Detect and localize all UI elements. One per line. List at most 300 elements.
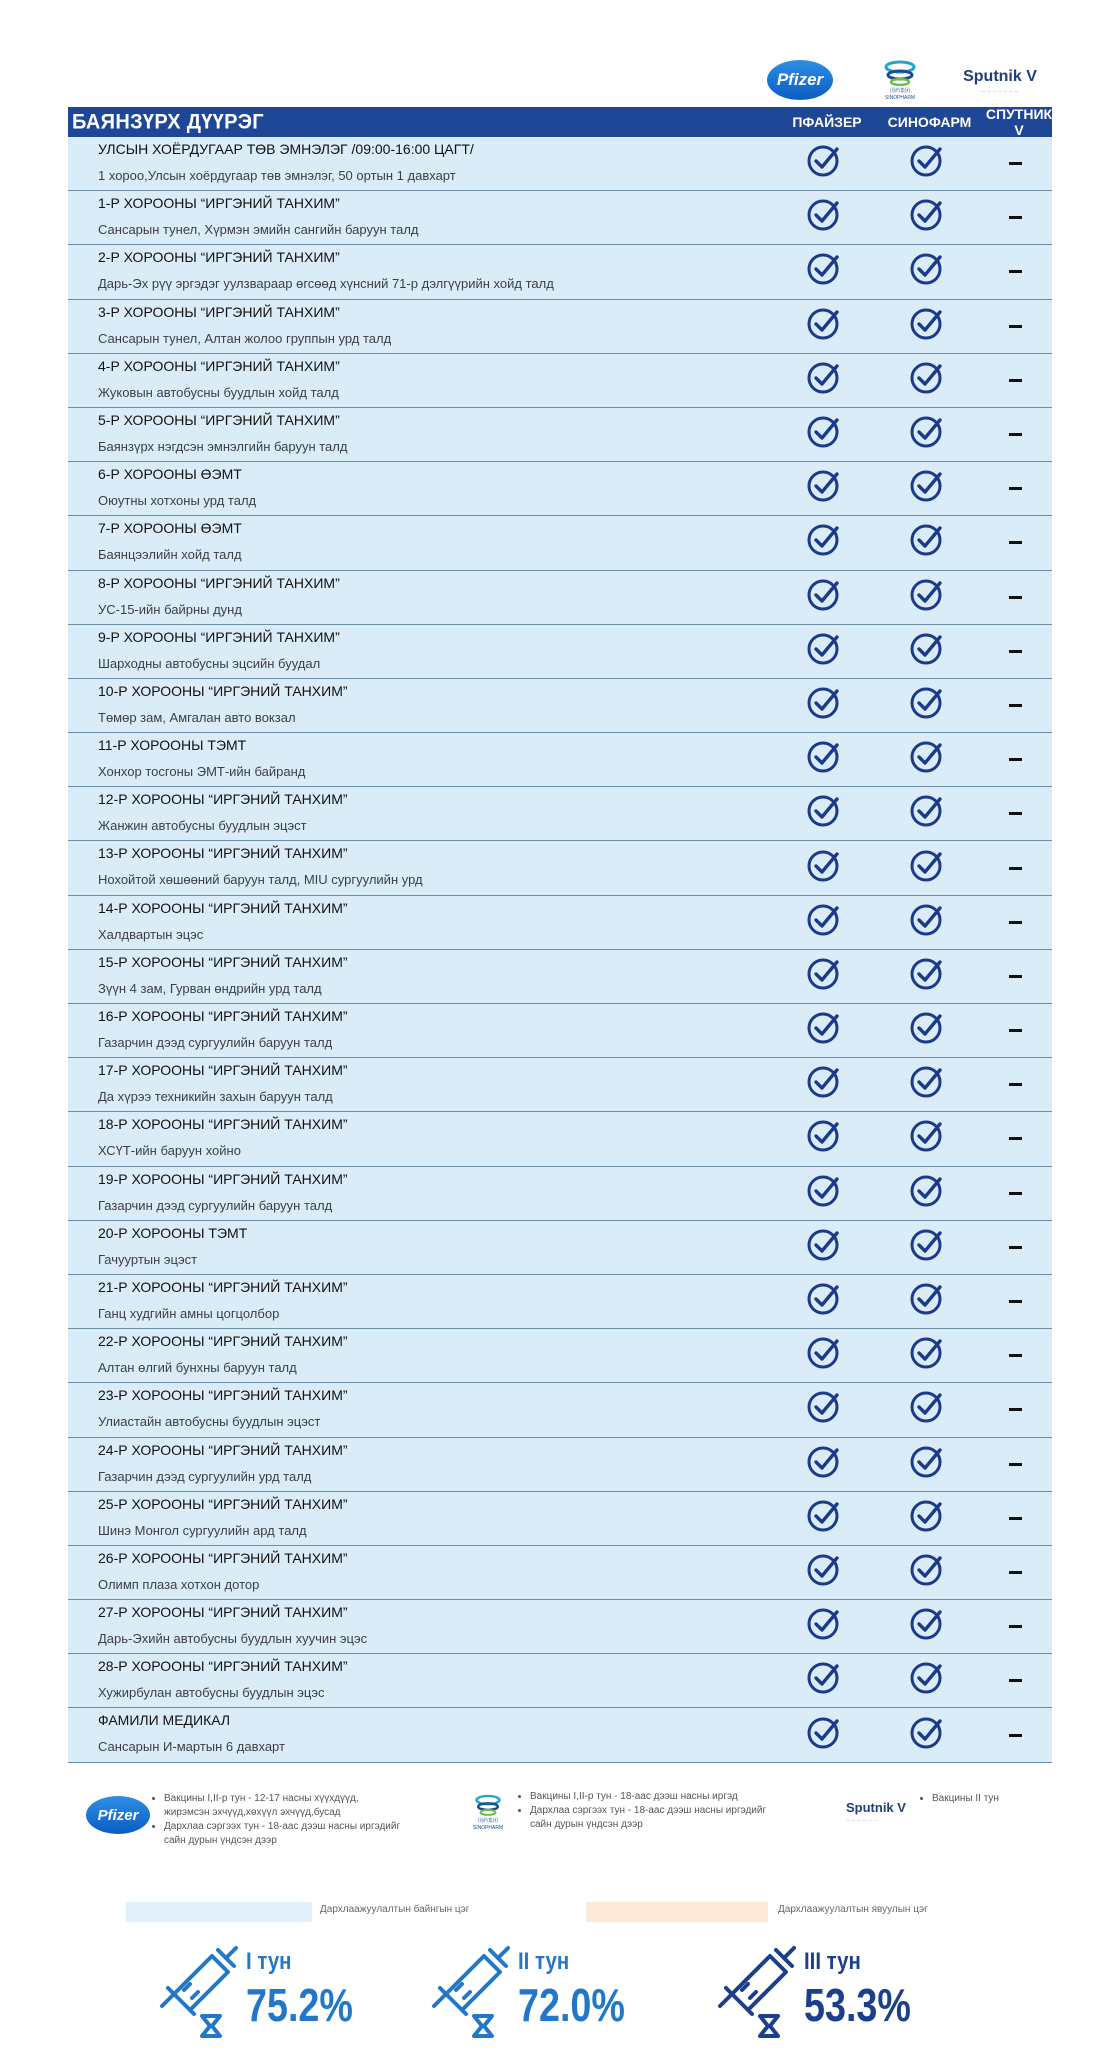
- check-circle-icon: [909, 1390, 943, 1429]
- check-circle-icon: [806, 144, 840, 183]
- site-address: Хужирбулан автобусны буудлын эцэс: [98, 1685, 325, 1701]
- check-circle-icon: [806, 1174, 840, 1213]
- check-circle-icon: [909, 469, 943, 508]
- table-row: [68, 1329, 1052, 1383]
- legend-sputnik-logo-text: Sputnik V: [846, 1800, 906, 1815]
- site-name: 28-Р ХОРООНЫ “ИРГЭНИЙ ТАНХИМ”: [98, 1658, 348, 1675]
- dash-icon: [1009, 1679, 1022, 1682]
- column-pfizer: ПФАЙЗЕР: [792, 114, 862, 130]
- check-circle-icon: [806, 1336, 840, 1375]
- site-info: [68, 462, 773, 515]
- site-info: [68, 354, 773, 407]
- pfizer-available-cell: [773, 354, 873, 407]
- permanent-site-swatch: [126, 1902, 312, 1922]
- site-name: 2-Р ХОРООНЫ “ИРГЭНИЙ ТАНХИМ”: [98, 249, 340, 266]
- legend-pfizer-note: • Вакцины I,II-р тун - 12-17 насны хүүхдүүд, жирэмсэн эхчүүд,хөхүүл эхчүүд,бусад: [164, 1792, 402, 1820]
- sputnik-logo: [958, 54, 1042, 106]
- check-circle-icon: [909, 794, 943, 833]
- site-name: 27-Р ХОРООНЫ “ИРГЭНИЙ ТАНХИМ”: [98, 1604, 348, 1621]
- site-info: [68, 1167, 773, 1220]
- sputnik-unavailable-cell: [978, 191, 1052, 244]
- check-circle-icon: [909, 1716, 943, 1755]
- site-name: 11-Р ХОРООНЫ ТЭМТ: [98, 737, 247, 754]
- table-row: [68, 841, 1052, 895]
- sinopharm-available-cell: [873, 733, 978, 786]
- site-address: Төмөр зам, Амгалан авто вокзал: [98, 709, 296, 725]
- site-address: ХСҮТ-ийн баруун хойно: [98, 1143, 241, 1159]
- pfizer-available-cell: [773, 191, 873, 244]
- sinopharm-available-cell: [873, 1221, 978, 1274]
- check-circle-icon: [806, 632, 840, 671]
- legend-sinopharm-logo-subtext: SINOPHARM: [472, 1825, 504, 1831]
- table-row: [68, 137, 1052, 191]
- site-name: 22-Р ХОРООНЫ “ИРГЭНИЙ ТАНХИМ”: [98, 1333, 348, 1350]
- table-row: [68, 1058, 1052, 1112]
- site-info: [68, 1004, 773, 1057]
- pfizer-available-cell: [773, 1600, 873, 1653]
- site-name: 8-Р ХОРООНЫ “ИРГЭНИЙ ТАНХИМ”: [98, 574, 340, 591]
- vaccine-logos: [0, 54, 1119, 106]
- sinopharm-available-cell: [873, 354, 978, 407]
- sinopharm-available-cell: [873, 1654, 978, 1707]
- site-info: [68, 245, 773, 298]
- site-address: Гачууртын эцэст: [98, 1251, 198, 1267]
- site-info: [68, 1058, 773, 1111]
- site-name: 17-Р ХОРООНЫ “ИРГЭНИЙ ТАНХИМ”: [98, 1062, 348, 1079]
- site-type-legend: [0, 1900, 1119, 1924]
- check-circle-icon: [806, 1716, 840, 1755]
- table-row: [68, 300, 1052, 354]
- pfizer-available-cell: [773, 950, 873, 1003]
- site-address: Жанжин автобусны буудлын эцэст: [98, 818, 307, 834]
- site-name: 20-Р ХОРООНЫ ТЭМТ: [98, 1224, 248, 1241]
- sinopharm-available-cell: [873, 1708, 978, 1761]
- check-circle-icon: [806, 794, 840, 833]
- pfizer-available-cell: [773, 1004, 873, 1057]
- dash-icon: [1009, 1463, 1022, 1466]
- site-name: 5-Р ХОРООНЫ “ИРГЭНИЙ ТАНХИМ”: [98, 411, 340, 428]
- table-row: [68, 1275, 1052, 1329]
- pfizer-available-cell: [773, 1058, 873, 1111]
- sputnik-unavailable-cell: [978, 1329, 1052, 1382]
- check-circle-icon: [806, 1065, 840, 1104]
- table-row: [68, 408, 1052, 462]
- check-circle-icon: [806, 1390, 840, 1429]
- dash-icon: [1009, 1734, 1022, 1737]
- table-row: [68, 571, 1052, 625]
- site-name: 7-Р ХОРООНЫ ӨЭМТ: [98, 520, 242, 537]
- table-row: [68, 1383, 1052, 1437]
- dose-percentage: 75.2%: [246, 1979, 353, 2031]
- table-row: [68, 245, 1052, 299]
- site-info: [68, 625, 773, 678]
- dose-percentage: 53.3%: [804, 1979, 911, 2031]
- site-info: [68, 1329, 773, 1382]
- dash-icon: [1009, 1300, 1022, 1303]
- pfizer-available-cell: [773, 1708, 873, 1761]
- sinopharm-available-cell: [873, 1492, 978, 1545]
- district-title: БАЯНЗҮРХ ДҮҮРЭГ: [72, 109, 264, 134]
- site-address: Баянзүрх нэгдсэн эмнэлгийн баруун талд: [98, 438, 348, 454]
- site-address: Нохойтой хөшөөний баруун талд, MIU сургуулийн урд: [98, 872, 423, 888]
- site-info: [68, 679, 773, 732]
- site-address: Дарь-Эхийн автобусны буудлын хуучин эцэс: [98, 1631, 368, 1647]
- dash-icon: [1009, 1137, 1022, 1140]
- check-circle-icon: [806, 903, 840, 942]
- pfizer-available-cell: [773, 408, 873, 461]
- sputnik-unavailable-cell: [978, 1708, 1052, 1761]
- check-circle-icon: [909, 307, 943, 346]
- table-row: [68, 1600, 1052, 1654]
- sputnik-unavailable-cell: [978, 462, 1052, 515]
- site-name: 16-Р ХОРООНЫ “ИРГЭНИЙ ТАНХИМ”: [98, 1008, 348, 1024]
- check-circle-icon: [806, 740, 840, 779]
- sinopharm-available-cell: [873, 571, 978, 624]
- sinopharm-available-cell: [873, 1546, 978, 1599]
- site-name: 9-Р ХОРООНЫ “ИРГЭНИЙ ТАНХИМ”: [98, 628, 340, 645]
- check-circle-icon: [909, 957, 943, 996]
- dash-icon: [1009, 758, 1022, 761]
- sinopharm-available-cell: [873, 245, 978, 298]
- sinopharm-available-cell: [873, 625, 978, 678]
- dash-icon: [1009, 921, 1022, 924]
- site-name: 25-Р ХОРООНЫ “ИРГЭНИЙ ТАНХИМ”: [98, 1495, 348, 1512]
- check-circle-icon: [909, 1607, 943, 1646]
- site-address: Алтан өлгий бунхны баруун талд: [98, 1360, 297, 1376]
- site-address: Баянцээлийн хойд талд: [98, 547, 242, 563]
- dash-icon: [1009, 379, 1022, 382]
- sputnik-unavailable-cell: [978, 1383, 1052, 1436]
- table-row: [68, 354, 1052, 408]
- site-info: [68, 841, 773, 894]
- sinopharm-available-cell: [873, 408, 978, 461]
- site-info: [68, 1438, 773, 1491]
- table-row: [68, 679, 1052, 733]
- legend-pfizer-notes: [152, 1792, 402, 1848]
- check-circle-icon: [909, 1011, 943, 1050]
- check-circle-icon: [806, 1499, 840, 1538]
- pfizer-available-cell: [773, 1112, 873, 1165]
- table-row: [68, 1004, 1052, 1058]
- pfizer-logo: [764, 54, 836, 106]
- dose-label: II тун: [518, 1948, 570, 1975]
- legend-sputnik-note: • Вакцины II тун: [932, 1792, 1040, 1806]
- column-sinopharm: СИНОФАРМ: [887, 114, 972, 130]
- check-circle-icon: [909, 1282, 943, 1321]
- site-address: УС-15-ийн байрны дунд: [98, 601, 242, 617]
- site-address: Газарчин дээд сургуулийн баруун талд: [98, 1035, 333, 1050]
- table-row: [68, 1221, 1052, 1275]
- site-address: Халдвартын эцэс: [98, 926, 204, 942]
- site-info: [68, 137, 773, 190]
- table-row: [68, 787, 1052, 841]
- check-circle-icon: [909, 415, 943, 454]
- column-sputnik: СПУТНИК V: [985, 106, 1053, 138]
- site-name: 12-Р ХОРООНЫ “ИРГЭНИЙ ТАНХИМ”: [98, 791, 348, 808]
- site-name: 18-Р ХОРООНЫ “ИРГЭНИЙ ТАНХИМ”: [98, 1116, 348, 1133]
- sputnik-unavailable-cell: [978, 625, 1052, 678]
- legend-pfizer-logo: Pfizer: [86, 1796, 150, 1834]
- site-info: [68, 733, 773, 786]
- check-circle-icon: [806, 1445, 840, 1484]
- dose-label: I тун: [246, 1948, 292, 1975]
- sinopharm-available-cell: [873, 679, 978, 732]
- sputnik-unavailable-cell: [978, 1492, 1052, 1545]
- dose-percentage: 72.0%: [518, 1979, 625, 2031]
- sinopharm-available-cell: [873, 1438, 978, 1491]
- site-info: [68, 787, 773, 840]
- site-address: Зүүн 4 зам, Гурван өндрийн урд талд: [98, 980, 322, 996]
- dash-icon: [1009, 216, 1022, 219]
- sinopharm-available-cell: [873, 1004, 978, 1057]
- check-circle-icon: [909, 578, 943, 617]
- check-circle-icon: [909, 1661, 943, 1700]
- table-row: [68, 1708, 1052, 1762]
- table-row: [68, 462, 1052, 516]
- pfizer-available-cell: [773, 1167, 873, 1220]
- sinopharm-logo-text: 国药集团: [889, 87, 910, 94]
- check-circle-icon: [806, 469, 840, 508]
- check-circle-icon: [806, 686, 840, 725]
- site-address: Ганц худгийн амны цогцолбор: [98, 1305, 280, 1321]
- site-address: Шарходны автобусны эцсийн буудал: [98, 655, 321, 671]
- check-circle-icon: [909, 1445, 943, 1484]
- check-circle-icon: [909, 1174, 943, 1213]
- sinopharm-logo: [872, 54, 928, 106]
- site-info: [68, 1383, 773, 1436]
- sinopharm-logo-icon: [883, 60, 917, 86]
- syringe-hourglass-icon: [712, 1944, 804, 2040]
- site-info: [68, 1221, 773, 1274]
- site-address: Улиастайн автобусны буудлын эцэст: [98, 1414, 321, 1430]
- sputnik-unavailable-cell: [978, 896, 1052, 949]
- check-circle-icon: [806, 307, 840, 346]
- check-circle-icon: [909, 1499, 943, 1538]
- pfizer-available-cell: [773, 137, 873, 190]
- site-info: [68, 1275, 773, 1328]
- dash-icon: [1009, 1083, 1022, 1086]
- check-circle-icon: [909, 849, 943, 888]
- table-row: [68, 950, 1052, 1004]
- sputnik-unavailable-cell: [978, 571, 1052, 624]
- dash-icon: [1009, 867, 1022, 870]
- sputnik-unavailable-cell: [978, 950, 1052, 1003]
- sinopharm-available-cell: [873, 787, 978, 840]
- sputnik-unavailable-cell: [978, 408, 1052, 461]
- sputnik-unavailable-cell: [978, 1438, 1052, 1491]
- dose-3-stat: [712, 1944, 972, 2040]
- pfizer-available-cell: [773, 1438, 873, 1491]
- vaccination-sites-table: [68, 107, 1052, 1763]
- site-info: [68, 1600, 773, 1653]
- check-circle-icon: [909, 740, 943, 779]
- site-address: Газарчин дээд сургуулийн урд талд: [98, 1468, 312, 1484]
- sinopharm-available-cell: [873, 1112, 978, 1165]
- table-row: [68, 191, 1052, 245]
- table-row: [68, 1438, 1052, 1492]
- sinopharm-available-cell: [873, 1600, 978, 1653]
- dash-icon: [1009, 1408, 1022, 1411]
- sputnik-unavailable-cell: [978, 300, 1052, 353]
- legend-sputnik-notes: [920, 1792, 1040, 1806]
- site-name: 4-Р ХОРООНЫ “ИРГЭНИЙ ТАНХИМ”: [98, 357, 340, 374]
- table-row: [68, 1546, 1052, 1600]
- sinopharm-available-cell: [873, 1275, 978, 1328]
- check-circle-icon: [806, 523, 840, 562]
- legend-sputnik-logo-tagline: — — — — — —: [846, 1817, 878, 1822]
- mobile-site-label: Дархлаажуулалтын явуулын цэг: [778, 1904, 928, 1915]
- site-name: 6-Р ХОРООНЫ ӨЭМТ: [98, 466, 242, 483]
- dash-icon: [1009, 541, 1022, 544]
- site-info: [68, 950, 773, 1003]
- check-circle-icon: [909, 361, 943, 400]
- site-name: 23-Р ХОРООНЫ “ИРГЭНИЙ ТАНХИМ”: [98, 1387, 348, 1404]
- permanent-site-label: Дархлаажуулалтын байнгын цэг: [320, 1904, 470, 1915]
- check-circle-icon: [909, 903, 943, 942]
- site-address: 1 хороо,Улсын хоёрдугаар төв эмнэлэг, 50 ортын 1 давхарт: [98, 168, 456, 183]
- dash-icon: [1009, 596, 1022, 599]
- dash-icon: [1009, 1517, 1022, 1520]
- check-circle-icon: [806, 1011, 840, 1050]
- site-name: 24-Р ХОРООНЫ “ИРГЭНИЙ ТАНХИМ”: [98, 1441, 348, 1458]
- check-circle-icon: [806, 1661, 840, 1700]
- table-body: [68, 137, 1052, 1763]
- site-name: ФАМИЛИ МЕДИКАЛ: [98, 1712, 231, 1729]
- mobile-site-swatch: [586, 1902, 768, 1922]
- dash-icon: [1009, 162, 1022, 165]
- site-name: 26-Р ХОРООНЫ “ИРГЭНИЙ ТАНХИМ”: [98, 1549, 348, 1566]
- sputnik-unavailable-cell: [978, 245, 1052, 298]
- pfizer-available-cell: [773, 300, 873, 353]
- pfizer-available-cell: [773, 516, 873, 569]
- pfizer-available-cell: [773, 1275, 873, 1328]
- pfizer-available-cell: [773, 1654, 873, 1707]
- syringe-hourglass-icon: [154, 1944, 246, 2040]
- check-circle-icon: [806, 957, 840, 996]
- check-circle-icon: [806, 1228, 840, 1267]
- site-name: УЛСЫН ХОЁРДУГААР ТӨВ ЭМНЭЛЭГ /09:00-16:00 ЦАГТ/: [98, 141, 474, 157]
- sputnik-unavailable-cell: [978, 1275, 1052, 1328]
- sputnik-unavailable-cell: [978, 516, 1052, 569]
- table-row: [68, 896, 1052, 950]
- pfizer-available-cell: [773, 841, 873, 894]
- table-row: [68, 1492, 1052, 1546]
- check-circle-icon: [806, 1553, 840, 1592]
- check-circle-icon: [909, 632, 943, 671]
- table-row: [68, 1654, 1052, 1708]
- check-circle-icon: [806, 1607, 840, 1646]
- site-info: [68, 571, 773, 624]
- table-header: [68, 107, 1052, 137]
- dash-icon: [1009, 325, 1022, 328]
- site-name: 21-Р ХОРООНЫ “ИРГЭНИЙ ТАНХИМ”: [98, 1278, 348, 1295]
- site-name: 1-Р ХОРООНЫ “ИРГЭНИЙ ТАНХИМ”: [98, 195, 340, 212]
- site-address: Шинэ Монгол сургуулийн ард талд: [98, 1522, 307, 1538]
- pfizer-available-cell: [773, 679, 873, 732]
- pfizer-available-cell: [773, 896, 873, 949]
- check-circle-icon: [909, 523, 943, 562]
- site-name: 10-Р ХОРООНЫ “ИРГЭНИЙ ТАНХИМ”: [98, 682, 348, 699]
- site-info: [68, 300, 773, 353]
- pfizer-available-cell: [773, 1329, 873, 1382]
- pfizer-available-cell: [773, 733, 873, 786]
- dash-icon: [1009, 433, 1022, 436]
- table-row: [68, 1167, 1052, 1221]
- sinopharm-available-cell: [873, 1058, 978, 1111]
- dash-icon: [1009, 1029, 1022, 1032]
- sinopharm-available-cell: [873, 462, 978, 515]
- sputnik-unavailable-cell: [978, 1058, 1052, 1111]
- check-circle-icon: [806, 849, 840, 888]
- sputnik-unavailable-cell: [978, 787, 1052, 840]
- sputnik-unavailable-cell: [978, 1004, 1052, 1057]
- sputnik-unavailable-cell: [978, 1167, 1052, 1220]
- vaccine-legend: [0, 1790, 1119, 1870]
- check-circle-icon: [806, 415, 840, 454]
- pfizer-available-cell: [773, 462, 873, 515]
- site-address: Оюутны хотхоны урд талд: [98, 493, 257, 509]
- table-row: [68, 625, 1052, 679]
- dose-label: III тун: [804, 1948, 861, 1975]
- dash-icon: [1009, 1571, 1022, 1574]
- dash-icon: [1009, 975, 1022, 978]
- dash-icon: [1009, 1246, 1022, 1249]
- check-circle-icon: [806, 252, 840, 291]
- site-address: Да хүрээ техникийн захын баруун талд: [98, 1089, 333, 1105]
- site-name: 14-Р ХОРООНЫ “ИРГЭНИЙ ТАНХИМ”: [98, 899, 348, 916]
- sinopharm-available-cell: [873, 841, 978, 894]
- site-info: [68, 191, 773, 244]
- site-info: [68, 408, 773, 461]
- check-circle-icon: [806, 361, 840, 400]
- sinopharm-logo-icon: [474, 1794, 502, 1816]
- sputnik-unavailable-cell: [978, 1600, 1052, 1653]
- dash-icon: [1009, 1192, 1022, 1195]
- check-circle-icon: [909, 144, 943, 183]
- sinopharm-available-cell: [873, 191, 978, 244]
- dash-icon: [1009, 650, 1022, 653]
- legend-sinopharm-logo: [468, 1794, 508, 1844]
- legend-pfizer-note: • Дархлаа сэргээх тун - 18-аас дээш насны иргэдийг сайн дурын үндсэн дээр: [164, 1820, 402, 1848]
- check-circle-icon: [806, 198, 840, 237]
- dash-icon: [1009, 487, 1022, 490]
- dash-icon: [1009, 812, 1022, 815]
- site-info: [68, 516, 773, 569]
- dash-icon: [1009, 270, 1022, 273]
- check-circle-icon: [909, 1065, 943, 1104]
- pfizer-logo-text: Pfizer: [767, 60, 833, 100]
- sputnik-unavailable-cell: [978, 1654, 1052, 1707]
- site-info: [68, 1708, 773, 1761]
- dash-icon: [1009, 704, 1022, 707]
- sputnik-unavailable-cell: [978, 137, 1052, 190]
- site-address: Олимп плаза хотхон дотор: [98, 1576, 260, 1592]
- sinopharm-available-cell: [873, 1167, 978, 1220]
- sputnik-unavailable-cell: [978, 841, 1052, 894]
- check-circle-icon: [909, 686, 943, 725]
- table-row: [68, 733, 1052, 787]
- site-address: Сансарын тунел, Алтан жолоо группын урд талд: [98, 330, 392, 346]
- sinopharm-available-cell: [873, 1329, 978, 1382]
- dose-1-stat: [154, 1944, 414, 2040]
- legend-sinopharm-note: • Вакцины I,II-р тун - 18-аас дээш насны иргэд: [530, 1790, 768, 1804]
- check-circle-icon: [909, 1119, 943, 1158]
- dash-icon: [1009, 1625, 1022, 1628]
- check-circle-icon: [806, 578, 840, 617]
- dash-icon: [1009, 1354, 1022, 1357]
- pfizer-available-cell: [773, 245, 873, 298]
- sputnik-logo-tagline: — — — — — — —: [981, 87, 1019, 93]
